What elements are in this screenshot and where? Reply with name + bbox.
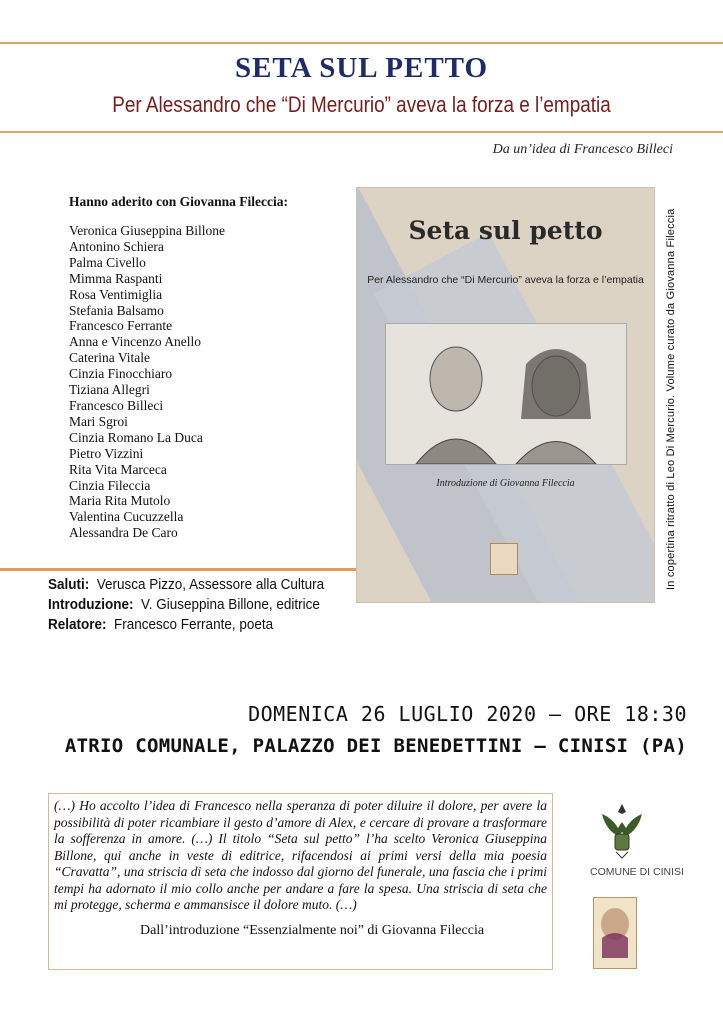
book-title: Seta sul petto (408, 216, 603, 245)
adhered-list (69, 223, 288, 541)
cinisi-eagle-icon (600, 800, 644, 860)
saluti-label: Saluti: (48, 576, 90, 593)
credits-block (48, 575, 324, 635)
quote-text: (…) Ho accolto l’idea di Francesco nella speranza di poter diluire il dolore, per avere la possibilità di poter ricambiare il gesto d’amore di Alex, e cercare di provare a trasformare la sofferenza in amore. (…) Il titolo “Seta sul petto” l’ha scelto Veronica Giuseppina Billone, qui anche in veste di editrice, rifacendosi ai primi versi della mia poesia “Cravatta”, una striscia di seta che indosso dal giorno del funerale, una fascia che i primi tempi ha adornato il mio collo anche per andare a fare la spesa. Una striscia di seta che mi protegge, scherma e ammansisce il dolore muto. (…) (54, 798, 547, 912)
quote-box (48, 793, 553, 970)
symposium-logo (593, 897, 637, 969)
page-title: SETA SUL PETTO (234, 52, 489, 84)
adherent-name: Francesco Billeci (69, 397, 164, 413)
saluti-value: Verusca Pizzo, Assessore alla Cultura (96, 576, 325, 593)
portrait-drawing (385, 323, 627, 465)
adherent-name: Maria Rita Mutolo (69, 493, 171, 509)
adherent-name: Rosa Ventimiglia (69, 286, 163, 302)
quote-source: Dall’introduzione “Essenzialmente noi” di Giovanna Fileccia (140, 922, 485, 938)
adherent-name: Mimma Raspanti (69, 270, 163, 286)
adherent-name: Cinzia Fileccia (69, 477, 151, 493)
adherent-name: Valentina Cucuzzella (69, 509, 184, 525)
accent-line (0, 568, 356, 571)
adherent-name: Rita Vita Marceca (69, 461, 167, 477)
adherent-name: Stefania Balsamo (69, 302, 164, 318)
idea-credit: Da un’idea di Francesco Billeci (492, 142, 673, 157)
event-date: DOMENICA 26 LUGLIO 2020 – ORE 18:30 (248, 702, 687, 726)
book-intro-credit: Introduzione di Giovanna Fileccia (436, 478, 575, 489)
adherent-name: Pietro Vizzini (69, 445, 144, 461)
intro-label: Introduzione: (48, 596, 134, 613)
adherent-name: Mari Sgroi (69, 413, 128, 429)
intro-value: V. Giuseppina Billone, editrice (140, 596, 320, 613)
header-bottom-rule (0, 131, 723, 133)
portrait-sketch-icon (386, 324, 626, 464)
adherent-name: Francesco Ferrante (69, 318, 173, 334)
publisher-logo (490, 543, 518, 575)
page-subtitle: Per Alessandro che “Di Mercurio” aveva la forza e l’empatia (112, 92, 611, 117)
cover-side-note: In copertina ritratto di Leo Di Mercurio. Volume curato da Giovanna Fileccia (665, 208, 677, 590)
top-rule (0, 42, 723, 44)
adherent-name: Cinzia Finocchiaro (69, 366, 173, 382)
event-place: ATRIO COMUNALE, PALAZZO DEI BENEDETTINI – CINISI (PA) (64, 735, 687, 757)
adherent-name: Antonino Schiera (69, 238, 164, 254)
comune-label: COMUNE DI CINISI (590, 866, 684, 878)
book-cover-image (356, 187, 655, 603)
adherent-name: Veronica Giuseppina Billone (69, 223, 225, 238)
relatore-label: Relatore: (48, 616, 107, 633)
adherent-name: Cinzia Romano La Duca (69, 429, 203, 445)
adherent-name: Tiziana Allegri (69, 382, 150, 398)
adherent-name: Palma Civello (69, 254, 146, 270)
book-subtitle: Per Alessandro che “Di Mercurio” aveva la forza e l’empatia (367, 274, 644, 286)
adhered-title: Hanno aderito con Giovanna Fileccia: (69, 194, 288, 209)
relatore-value: Francesco Ferrante, poeta (114, 616, 274, 633)
adhered-section (69, 194, 288, 541)
adherent-name: Caterina Vitale (69, 350, 151, 366)
adherent-name: Anna e Vincenzo Anello (69, 334, 202, 350)
adherent-name: Alessandra De Caro (69, 525, 178, 541)
